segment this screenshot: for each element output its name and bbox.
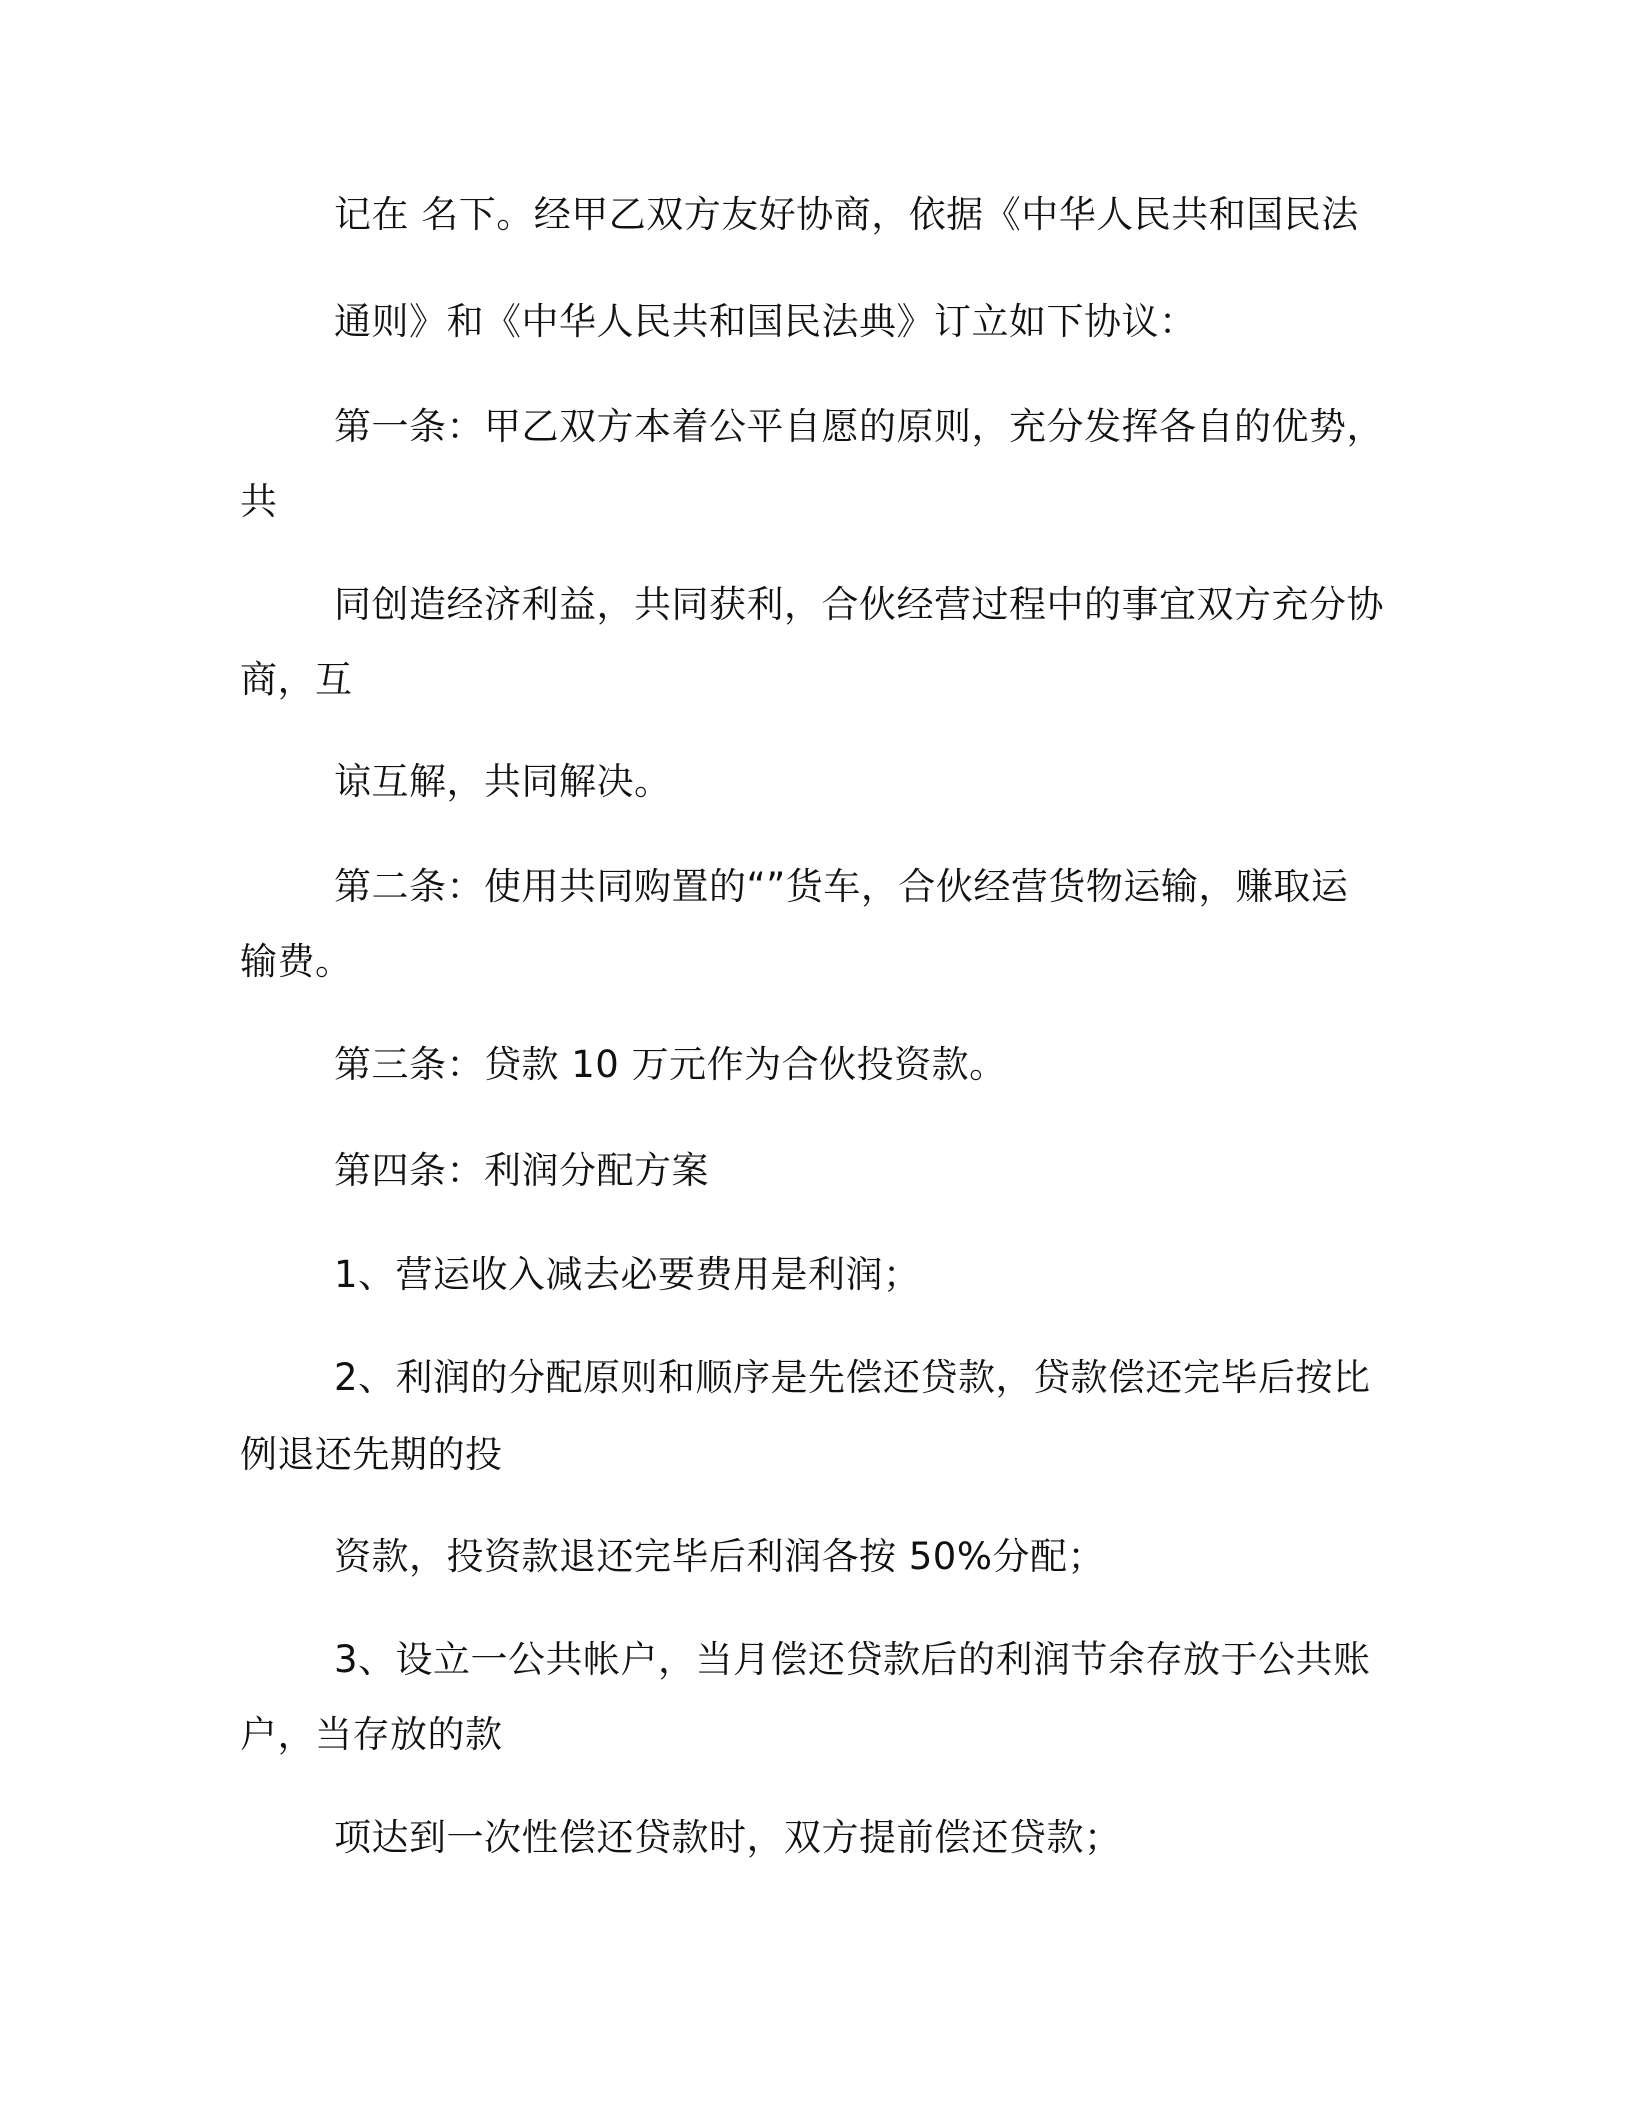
- text-line: 户，当存放的款: [240, 1713, 503, 1756]
- text-line: 资款，投资款退还完毕后利润各按 50%分配；: [334, 1535, 1105, 1578]
- text-line: 共: [240, 480, 278, 523]
- text-line: 3、设立一公共帐户，当月偿还贷款后的利润节余存放于公共账: [334, 1638, 1371, 1681]
- text-line: 商，互: [240, 658, 353, 701]
- text-line: 同创造经济利益，共同获利，合伙经营过程中的事宜双方充分协: [334, 583, 1384, 626]
- text-line: 第一条：甲乙双方本着公平自愿的原则，充分发挥各自的优势，: [334, 405, 1384, 448]
- text-line: 1、营运收入减去必要费用是利润；: [334, 1253, 921, 1296]
- text-line: 通则》和《中华人民共和国民法典》订立如下协议：: [334, 300, 1197, 343]
- text-line: 记在 名下。经甲乙双方友好协商，依据《中华人民共和国民法: [334, 193, 1359, 236]
- text-line: 项达到一次性偿还贷款时，双方提前偿还贷款；: [334, 1816, 1122, 1859]
- text-line: 例退还先期的投: [240, 1433, 503, 1476]
- text-line: 第三条：贷款 10 万元作为合伙投资款。: [334, 1043, 1007, 1086]
- text-line: 第四条：利润分配方案: [334, 1149, 709, 1192]
- text-line: 第二条：使用共同购置的“”货车，合伙经营货物运输，赚取运: [334, 865, 1349, 908]
- text-line: 输费。: [240, 940, 353, 983]
- text-line: 谅互解，共同解决。: [334, 760, 672, 803]
- text-line: 2、利润的分配原则和顺序是先偿还贷款，贷款偿还完毕后按比: [334, 1356, 1371, 1399]
